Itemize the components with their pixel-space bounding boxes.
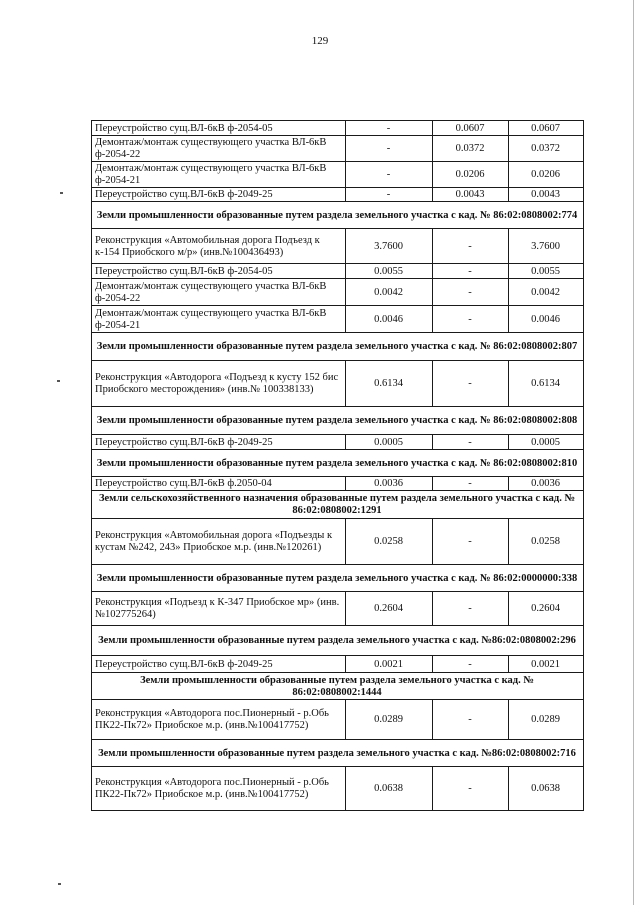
area-total-cell: 0.6134 — [509, 361, 584, 407]
work-description-cell: Реконструкция «Автодорога пос.Пионерный - р.Обь ПК22-Пк72» Приобское м.р. (инв.№100417752) — [92, 767, 346, 811]
area-total-cell: 0.0607 — [509, 121, 584, 136]
work-description-cell: Переустройство сущ.ВЛ-6кВ ф-2049-25 — [92, 435, 346, 450]
area-total-cell: 0.0372 — [509, 136, 584, 162]
area-value-cell-1: 3.7600 — [346, 229, 433, 264]
area-value-cell-2: 0.0372 — [433, 136, 509, 162]
area-value-cell-1: 0.0638 — [346, 767, 433, 811]
work-description-cell: Реконструкция «Автомобильная дорога «Подъезды к кустам №242, 243» Приобское м.р. (инв.№120261) — [92, 519, 346, 565]
area-value-cell-1: 0.0055 — [346, 264, 433, 279]
area-value-cell-2: 0.0043 — [433, 188, 509, 202]
area-value-cell-1: - — [346, 162, 433, 188]
area-total-cell: 0.0042 — [509, 279, 584, 306]
section-header-row — [92, 202, 584, 229]
area-value-cell-2: - — [433, 477, 509, 491]
area-value-cell-2: - — [433, 306, 509, 333]
area-total-cell: 0.2604 — [509, 592, 584, 626]
area-total-cell: 0.0036 — [509, 477, 584, 491]
work-description-cell: Демонтаж/монтаж существующего участка ВЛ-6кВ ф-2054-22 — [92, 136, 346, 162]
table-row — [92, 592, 584, 626]
table-body — [92, 121, 584, 811]
area-value-cell-2: - — [433, 519, 509, 565]
section-title: Земли промышленности образованные путем раздела земельного участка с кад. №86:02:0808002:716 — [92, 740, 584, 767]
area-value-cell-2: 0.0206 — [433, 162, 509, 188]
section-title: Земли промышленности образованные путем раздела земельного участка с кад. № 86:02:0808002:807 — [92, 333, 584, 361]
area-value-cell-1: 0.0258 — [346, 519, 433, 565]
work-description-cell: Реконструкция «Автодорога пос.Пионерный - р.Обь ПК22-Пк72» Приобское м.р. (инв.№100417752) — [92, 700, 346, 740]
section-title: Земли промышленности образованные путем раздела земельного участка с кад. № 86:02:0808002:810 — [92, 450, 584, 477]
work-description-cell: Реконструкция «Подъезд к К-347 Приобское мр» (инв.№102775264) — [92, 592, 346, 626]
margin-mark — [57, 380, 60, 382]
area-value-cell-2: - — [433, 656, 509, 673]
work-description-cell: Переустройство сущ.ВЛ-6кВ ф-2054-05 — [92, 121, 346, 136]
area-value-cell-1: 0.0046 — [346, 306, 433, 333]
table-row — [92, 767, 584, 811]
area-total-cell: 0.0021 — [509, 656, 584, 673]
section-title: Земли промышленности образованные путем раздела земельного участка с кад. №86:02:0808002:296 — [92, 626, 584, 656]
work-description-cell: Переустройство сущ.ВЛ-6кВ ф.2050-04 — [92, 477, 346, 491]
area-value-cell-1: 0.0289 — [346, 700, 433, 740]
work-description-cell: Демонтаж/монтаж существующего участка ВЛ-6кВ ф-2054-21 — [92, 306, 346, 333]
page-edge-line — [633, 0, 634, 905]
area-value-cell-2: - — [433, 767, 509, 811]
area-total-cell: 0.0055 — [509, 264, 584, 279]
margin-mark — [58, 883, 61, 885]
area-value-cell-2: - — [433, 435, 509, 450]
section-title: Земли промышленности образованные путем раздела земельного участка с кад. № 86:02:0808002:808 — [92, 407, 584, 435]
table-row — [92, 229, 584, 264]
section-header-row — [92, 407, 584, 435]
section-header-row — [92, 333, 584, 361]
work-description-cell: Демонтаж/монтаж существующего участка ВЛ-6кВ ф-2054-22 — [92, 279, 346, 306]
area-value-cell-2: - — [433, 361, 509, 407]
table-row — [92, 264, 584, 279]
table-row — [92, 700, 584, 740]
area-value-cell-1: - — [346, 136, 433, 162]
table-row — [92, 361, 584, 407]
section-title: Земли промышленности образованные путем раздела земельного участка с кад. № 86:02:0808002:1444 — [92, 673, 584, 700]
section-header-row — [92, 450, 584, 477]
table-row — [92, 306, 584, 333]
area-total-cell: 0.0005 — [509, 435, 584, 450]
area-value-cell-1: 0.0021 — [346, 656, 433, 673]
section-header-row — [92, 626, 584, 656]
area-value-cell-1: - — [346, 188, 433, 202]
area-total-cell: 0.0043 — [509, 188, 584, 202]
page-number: 129 — [311, 35, 329, 47]
table-row — [92, 656, 584, 673]
section-title: Земли сельскохозяйственного назначения образованные путем раздела земельного участка с кад. № 86:02:0808002:1291 — [92, 491, 584, 519]
table-row — [92, 121, 584, 136]
area-value-cell-1: 0.6134 — [346, 361, 433, 407]
margin-mark — [60, 192, 63, 194]
work-description-cell: Реконструкция «Автодорога «Подъезд к кусту 152 бис Приобского месторождения» (инв.№ 100338133) — [92, 361, 346, 407]
area-value-cell-1: 0.0042 — [346, 279, 433, 306]
table-row — [92, 279, 584, 306]
area-total-cell: 0.0206 — [509, 162, 584, 188]
area-total-cell: 3.7600 — [509, 229, 584, 264]
area-value-cell-1: 0.2604 — [346, 592, 433, 626]
table-row — [92, 136, 584, 162]
area-value-cell-1: - — [346, 121, 433, 136]
table-row — [92, 188, 584, 202]
work-description-cell: Переустройство сущ.ВЛ-6кВ ф-2049-25 — [92, 656, 346, 673]
area-value-cell-2: - — [433, 279, 509, 306]
work-description-cell: Реконструкция «Автомобильная дорога Подъезд к к-154 Приобского м/р» (инв.№100436493) — [92, 229, 346, 264]
section-header-row — [92, 565, 584, 592]
section-title: Земли промышленности образованные путем раздела земельного участка с кад. № 86:02:0808002:774 — [92, 202, 584, 229]
table-row — [92, 435, 584, 450]
area-value-cell-2: - — [433, 229, 509, 264]
area-value-cell-2: - — [433, 592, 509, 626]
work-description-cell: Переустройство сущ.ВЛ-6кВ ф-2054-05 — [92, 264, 346, 279]
land-allocation-table — [91, 120, 584, 811]
area-total-cell: 0.0289 — [509, 700, 584, 740]
area-total-cell: 0.0638 — [509, 767, 584, 811]
area-total-cell: 0.0046 — [509, 306, 584, 333]
table-row — [92, 519, 584, 565]
area-value-cell-2: - — [433, 264, 509, 279]
section-title: Земли промышленности образованные путем раздела земельного участка с кад. № 86:02:0000000:338 — [92, 565, 584, 592]
section-header-row — [92, 740, 584, 767]
area-value-cell-1: 0.0005 — [346, 435, 433, 450]
work-description-cell: Демонтаж/монтаж существующего участка ВЛ-6кВ ф-2054-21 — [92, 162, 346, 188]
work-description-cell: Переустройство сущ.ВЛ-6кВ ф-2049-25 — [92, 188, 346, 202]
table-row — [92, 162, 584, 188]
section-header-row — [92, 673, 584, 700]
table-row — [92, 477, 584, 491]
area-value-cell-2: 0.0607 — [433, 121, 509, 136]
area-value-cell-2: - — [433, 700, 509, 740]
area-value-cell-1: 0.0036 — [346, 477, 433, 491]
section-header-row — [92, 491, 584, 519]
area-total-cell: 0.0258 — [509, 519, 584, 565]
